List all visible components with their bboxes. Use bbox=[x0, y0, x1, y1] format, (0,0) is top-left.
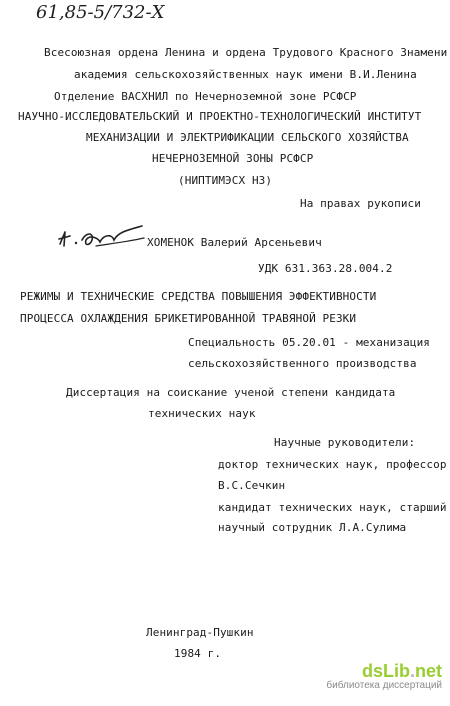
supervisor-2-line-2: научный сотрудник Л.А.Сулима bbox=[218, 521, 407, 534]
supervisor-1-line-2: В.С.Сечкин bbox=[218, 479, 286, 492]
dissertation-line-2: технических наук bbox=[148, 407, 256, 420]
specialty-line-2: сельскохозяйственного производства bbox=[188, 357, 417, 370]
header-line-5: МЕХАНИЗАЦИИ И ЭЛЕКТРИФИКАЦИИ СЕЛЬСКОГО ХОЗЯЙСТВА bbox=[86, 131, 409, 144]
watermark-logo bbox=[326, 662, 442, 680]
watermark bbox=[326, 662, 442, 692]
rights-note: На правах рукописи bbox=[300, 197, 422, 210]
udk-code: УДК 631.363.28.004.2 bbox=[258, 262, 393, 275]
supervisor-2-line-1: кандидат технических наук, старший bbox=[218, 501, 447, 514]
header-line-7: (НИПТИМЭСХ НЗ) bbox=[178, 174, 273, 187]
specialty-line-1: Специальность 05.20.01 - механизация bbox=[188, 336, 431, 349]
title-line-2: ПРОЦЕССА ОХЛАЖДЕНИЯ БРИКЕТИРОВАННОЙ ТРАВЯНОЙ РЕЗКИ bbox=[20, 312, 357, 325]
title-line-1: РЕЖИМЫ И ТЕХНИЧЕСКИЕ СРЕДСТВА ПОВЫШЕНИЯ ЭФФЕКТИВНОСТИ bbox=[20, 290, 377, 303]
dissertation-line-1: Диссертация на соискание ученой степени кандидата bbox=[66, 386, 396, 399]
header-line-2: академия сельскохозяйственных наук имени В.И.Ленина bbox=[74, 68, 417, 81]
archive-number: 61,85-5/732-Х bbox=[36, 2, 165, 23]
header-line-3: Отделение ВАСХНИЛ по Нечерноземной зоне РСФСР bbox=[54, 90, 357, 103]
header-line-4: НАУЧНО-ИССЛЕДОВАТЕЛЬСКИЙ И ПРОЕКТНО-ТЕХНОЛОГИЧЕСКИЙ ИНСТИТУТ bbox=[18, 110, 422, 123]
city-line: Ленинград-Пушкин bbox=[146, 626, 254, 639]
watermark-subtitle: библиотека диссертаций bbox=[326, 680, 442, 691]
watermark-logo-dot: . bbox=[409, 661, 415, 681]
signature-image bbox=[56, 220, 146, 254]
year-line: 1984 г. bbox=[174, 647, 222, 660]
watermark-logo-tld: net bbox=[415, 661, 442, 681]
supervisor-1-line-1: доктор технических наук, профессор bbox=[218, 458, 447, 471]
header-line-6: НЕЧЕРНОЗЕМНОЙ ЗОНЫ РСФСР bbox=[152, 152, 314, 165]
supervisors-heading: Научные руководители: bbox=[274, 436, 416, 449]
author-name: ХОМЕНОК Валерий Арсеньевич bbox=[147, 236, 322, 249]
watermark-logo-main: dsLib bbox=[361, 661, 410, 681]
header-line-1: Всесоюзная ордена Ленина и ордена Трудового Красного Знамени bbox=[44, 46, 448, 59]
